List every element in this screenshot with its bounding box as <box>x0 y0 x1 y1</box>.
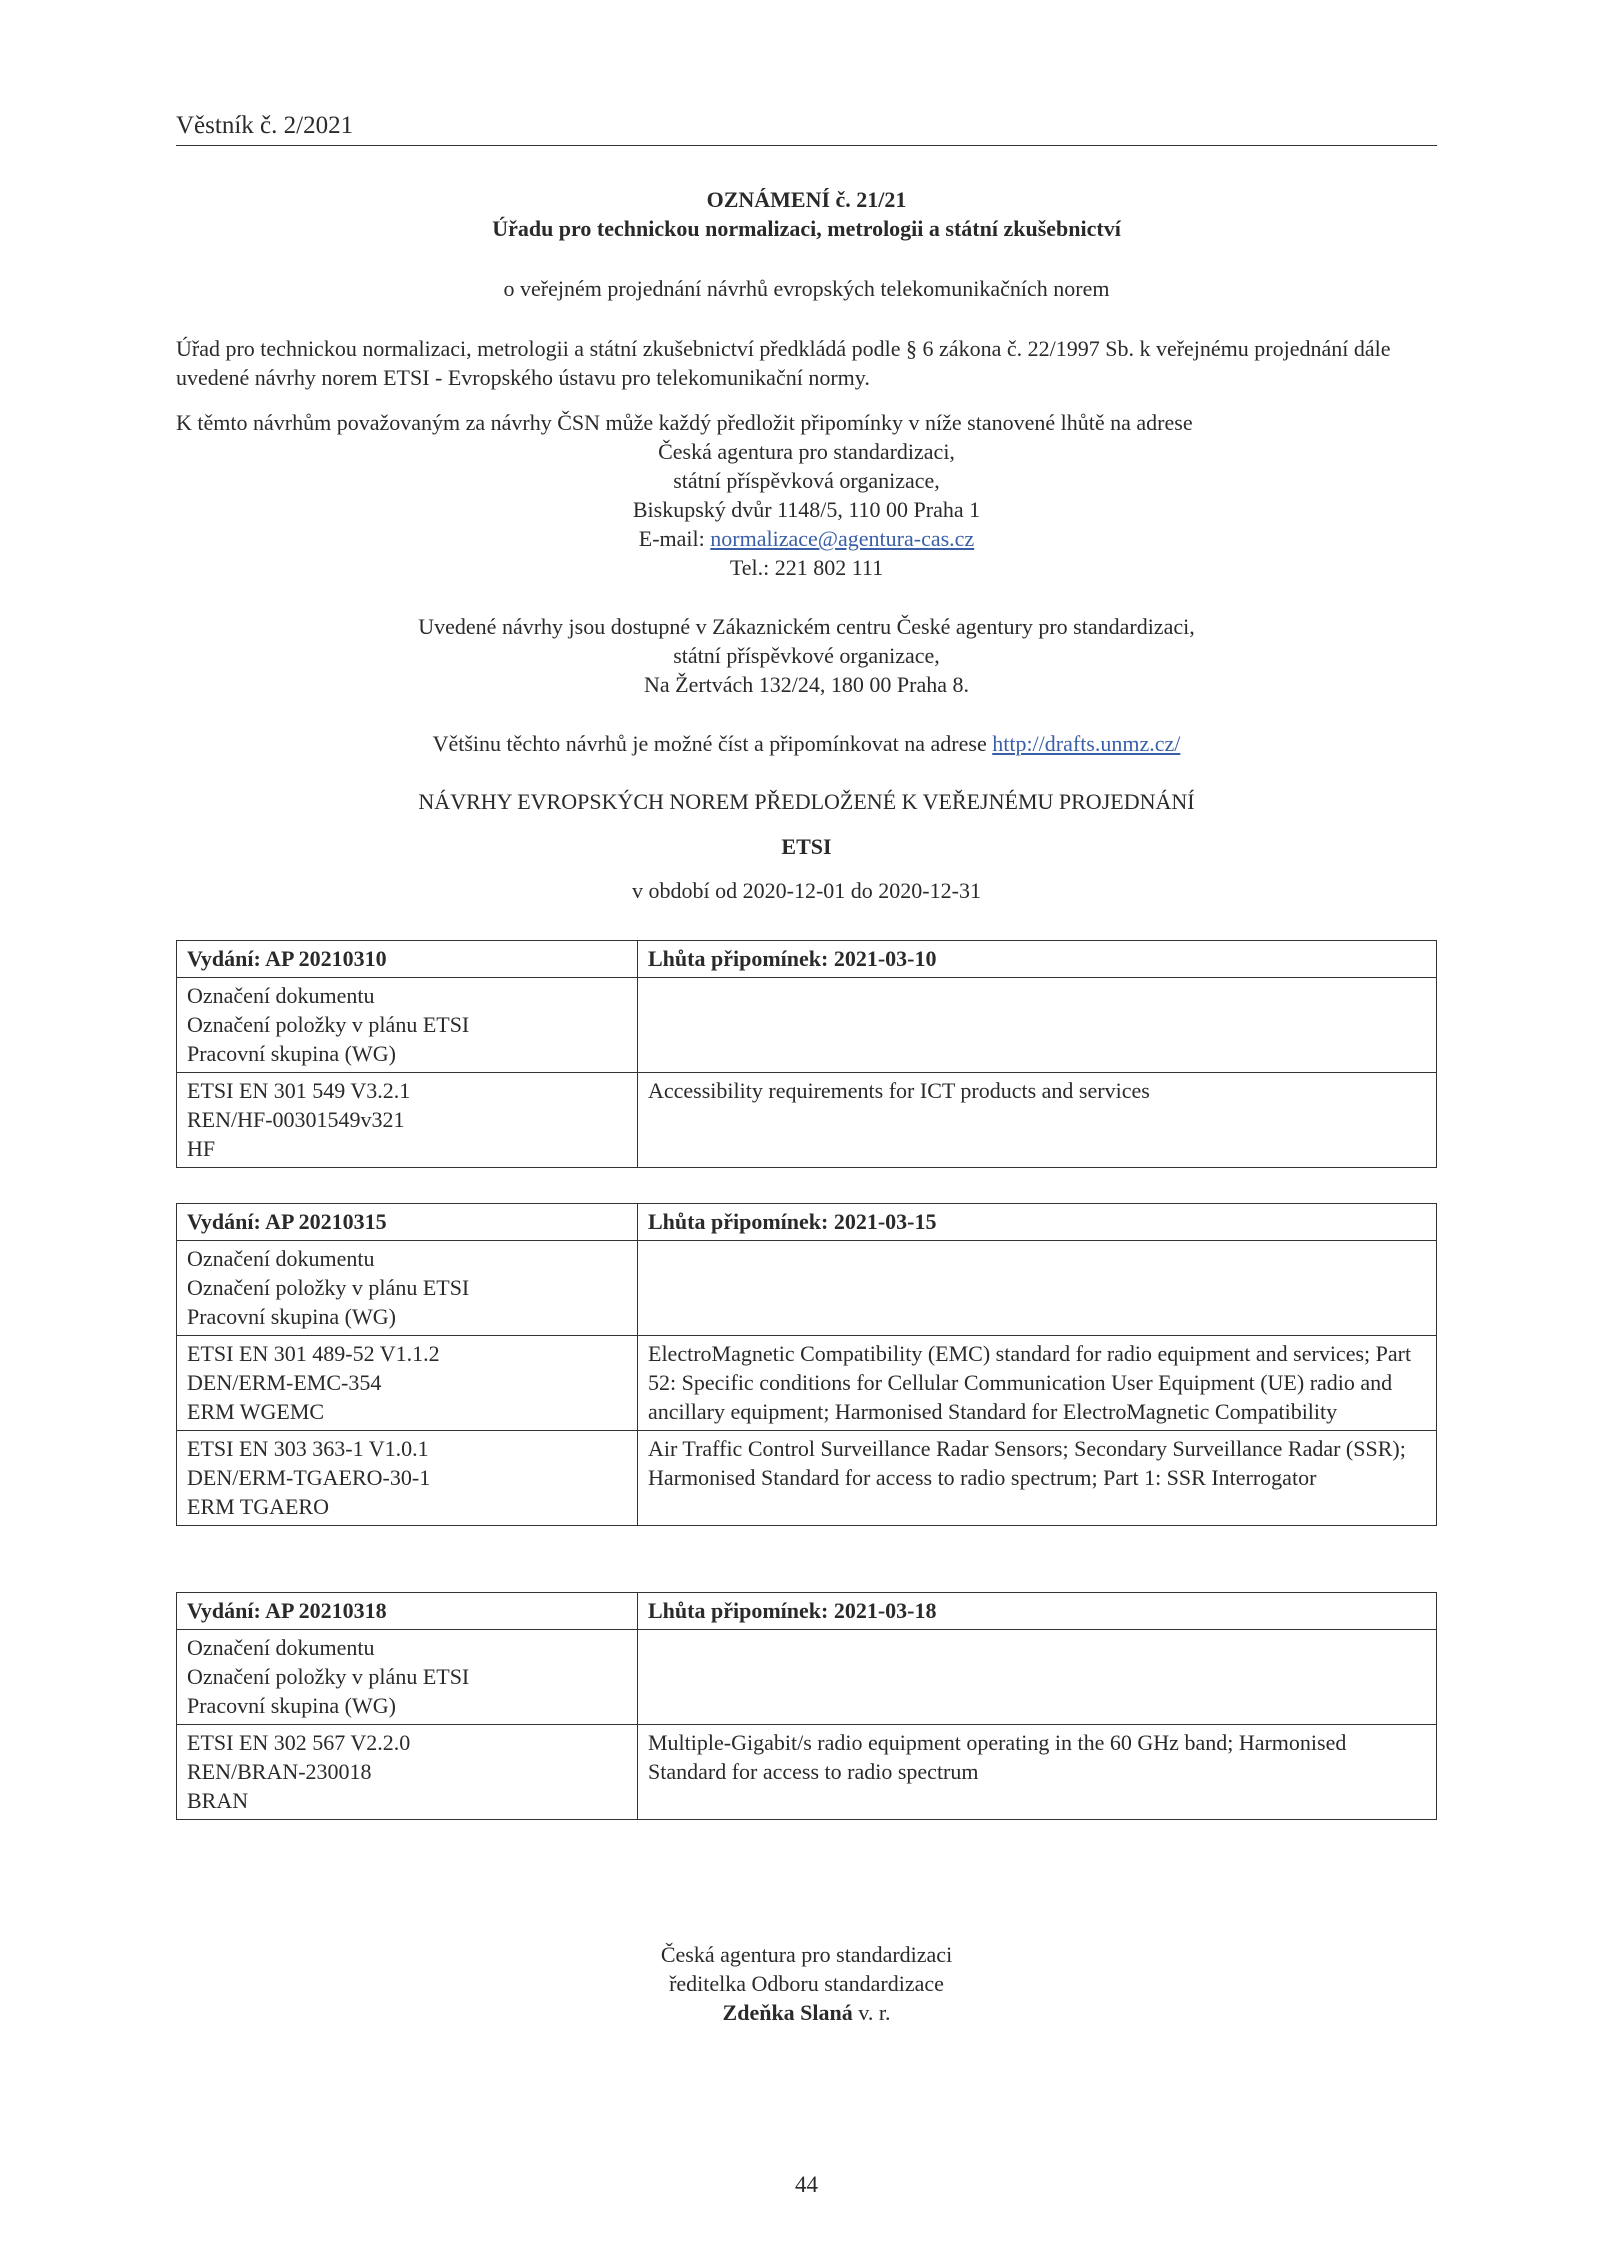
legend-row <box>177 1241 1437 1336</box>
document-wg: BRAN <box>187 1788 249 1813</box>
signature-block <box>176 1940 1437 2027</box>
issue-table-2 <box>176 1203 1437 1526</box>
section-heading: NÁVRHY EVROPSKÝCH NOREM PŘEDLOŽENÉ K VEŘEJNÉMU PROJEDNÁNÍ <box>418 789 1195 814</box>
table-header-row <box>177 941 1437 978</box>
document-wg: ERM WGEMC <box>187 1399 325 1424</box>
legend-wg: Pracovní skupina (WG) <box>187 1041 396 1066</box>
address-line-1: Česká agentura pro standardizaci, <box>658 439 955 464</box>
issue-label: Věstník č. 2/2021 <box>176 112 354 139</box>
address-line-3: Biskupský dvůr 1148/5, 110 00 Praha 1 <box>632 497 981 522</box>
availability-info <box>176 612 1437 699</box>
table-header-row <box>177 1593 1437 1630</box>
deadline-cell: Lhůta připomínek: 2021-03-18 <box>638 1593 1437 1630</box>
document-id: ETSI EN 301 549 V3.2.1 <box>187 1078 411 1103</box>
document-item: DEN/ERM-TGAERO-30-1 <box>187 1465 431 1490</box>
legend-cell <box>177 1630 638 1725</box>
document-cell <box>177 1725 638 1820</box>
legend-document: Označení dokumentu <box>187 1246 375 1271</box>
signature-org: Česká agentura pro standardizaci <box>660 1942 953 1967</box>
online-info <box>176 729 1437 758</box>
document-cell <box>177 1073 638 1168</box>
signature-line <box>176 1998 1437 2027</box>
announcement-subject: o veřejném projednání návrhů evropských telekomunikačních norem <box>503 276 1110 301</box>
comments-lead: K těmto návrhům považovaným za návrhy ČSN může každý předložit připomínky v níže stanovené lhůtě na adrese <box>176 410 1193 435</box>
issue-table-3 <box>176 1592 1437 1820</box>
email-label: E-mail: <box>638 526 711 551</box>
document-title: Accessibility requirements for ICT products and services <box>638 1073 1437 1168</box>
availability-line-2: státní příspěvkové organizace, <box>673 643 940 668</box>
document-id: ETSI EN 303 363-1 V1.0.1 <box>187 1436 429 1461</box>
comments-address <box>176 437 1437 582</box>
legend-wg: Pracovní skupina (WG) <box>187 1693 396 1718</box>
document-title: ElectroMagnetic Compatibility (EMC) standard for radio equipment and services; Part 52: Specific conditions for Cellular Communication User Equipment (UE) radio and ancillary equipment; Harmonised Standard for ElectroMagnetic Compatibility <box>638 1336 1437 1431</box>
legend-cell <box>177 1241 638 1336</box>
legend-cell <box>177 978 638 1073</box>
legend-empty-cell <box>638 978 1437 1073</box>
document-wg: ERM TGAERO <box>187 1494 329 1519</box>
online-text: Většinu těchto návrhů je možné číst a připomínkovat na adrese <box>432 731 993 756</box>
document-title: Air Traffic Control Surveillance Radar Sensors; Secondary Surveillance Radar (SSR); Harmonised Standard for access to radio spectrum; Part 1: SSR Interrogator <box>638 1431 1437 1526</box>
document-id: ETSI EN 302 567 V2.2.0 <box>187 1730 411 1755</box>
table-row <box>177 1431 1437 1526</box>
legend-document: Označení dokumentu <box>187 983 375 1008</box>
legend-row <box>177 1630 1437 1725</box>
issue-cell: Vydání: AP 20210310 <box>177 941 638 978</box>
legend-empty-cell <box>638 1241 1437 1336</box>
document-cell <box>177 1336 638 1431</box>
document-item: REN/HF-00301549v321 <box>187 1107 405 1132</box>
document-title: Multiple-Gigabit/s radio equipment operating in the 60 GHz band; Harmonised Standard for access to radio spectrum <box>638 1725 1437 1820</box>
signature-role: ředitelka Odboru standardizace <box>669 1971 944 1996</box>
table-header-row <box>177 1204 1437 1241</box>
email-line <box>176 524 1437 553</box>
signature-name: Zdeňka Slaná <box>722 2000 853 2025</box>
announcement-title <box>176 185 1437 243</box>
availability-line-1: Uvedené návrhy jsou dostupné v Zákaznickém centru České agentury pro standardizaci, <box>418 614 1195 639</box>
legend-row <box>177 978 1437 1073</box>
signature-suffix: v. r. <box>852 2000 891 2025</box>
title-office: Úřadu pro technickou normalizaci, metrologii a státní zkušebnictví <box>492 216 1121 241</box>
document-item: REN/BRAN-230018 <box>187 1759 372 1784</box>
deadline-cell: Lhůta připomínek: 2021-03-15 <box>638 1204 1437 1241</box>
document-wg: HF <box>187 1136 216 1161</box>
page-number: 44 <box>795 2172 818 2197</box>
intro-paragraph: Úřad pro technickou normalizaci, metrologii a státní zkušebnictví předkládá podle § 6 zákona č. 22/1997 Sb. k veřejnému projednání dále uvedené návrhy norem ETSI - Evropského ústavu pro telekomunikační normy. <box>176 336 1391 390</box>
page-header <box>176 111 1437 146</box>
drafts-link[interactable]: http://drafts.unmz.cz/ <box>992 731 1181 756</box>
legend-item: Označení položky v plánu ETSI <box>187 1275 470 1300</box>
table-row <box>177 1073 1437 1168</box>
issue-cell: Vydání: AP 20210318 <box>177 1593 638 1630</box>
legend-wg: Pracovní skupina (WG) <box>187 1304 396 1329</box>
table-row <box>177 1336 1437 1431</box>
deadline-cell: Lhůta připomínek: 2021-03-10 <box>638 941 1437 978</box>
section-period: v období od 2020-12-01 do 2020-12-31 <box>632 878 981 903</box>
title-number: OZNÁMENÍ č. 21/21 <box>706 187 907 212</box>
table-row <box>177 1725 1437 1820</box>
document-id: ETSI EN 301 489-52 V1.1.2 <box>187 1341 440 1366</box>
phone-line: Tel.: 221 802 111 <box>729 555 884 580</box>
availability-line-3: Na Žertvách 132/24, 180 00 Praha 8. <box>643 672 970 697</box>
legend-document: Označení dokumentu <box>187 1635 375 1660</box>
document-cell <box>177 1431 638 1526</box>
legend-item: Označení položky v plánu ETSI <box>187 1664 470 1689</box>
email-link[interactable]: normalizace@agentura-cas.cz <box>710 526 975 551</box>
section-org: ETSI <box>781 834 832 859</box>
legend-item: Označení položky v plánu ETSI <box>187 1012 470 1037</box>
document-item: DEN/ERM-EMC-354 <box>187 1370 382 1395</box>
issue-cell: Vydání: AP 20210315 <box>177 1204 638 1241</box>
address-line-2: státní příspěvková organizace, <box>673 468 940 493</box>
legend-empty-cell <box>638 1630 1437 1725</box>
issue-table-1 <box>176 940 1437 1168</box>
